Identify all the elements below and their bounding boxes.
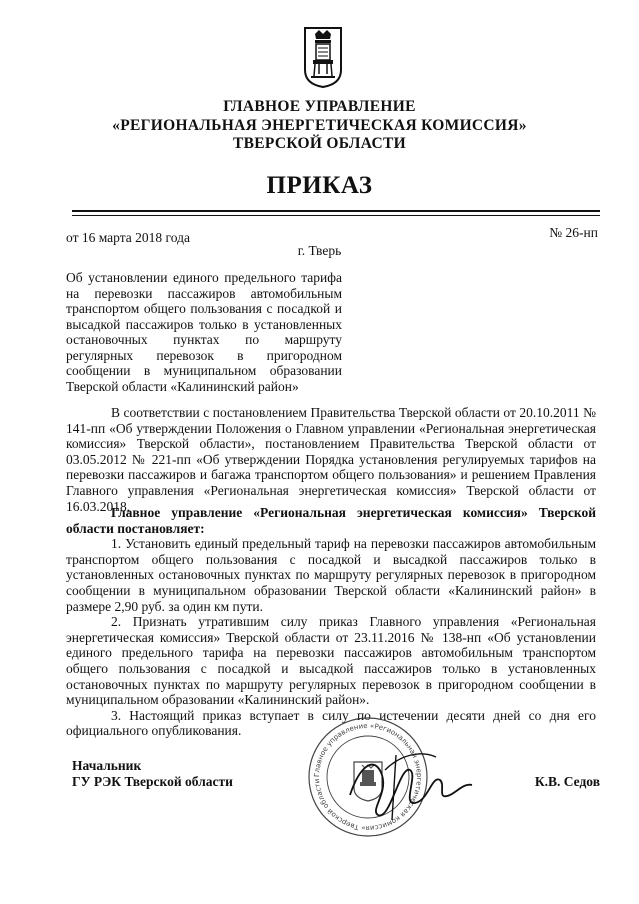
decree-block	[66, 505, 596, 739]
preamble-text: В соответствии с постановлением Правительства Тверской области от 20.10.2011 № 141-пп «Об утверждении Положения о Главном управлении «Региональная энергетическая комиссия» Тверской области», постановлением Правительства Тверской области от 03.05.2012 № 221-пп «Об утверждении Порядка установления регулируемых тарифов на перевозки пассажиров и багажа транспортом общего пользования» и решением Правления Главного управления «Региональная энергетическая комиссия» Тверской области от 16.03.2018,	[66, 405, 596, 514]
header-rule	[72, 210, 600, 212]
header-line-2: «РЕГИОНАЛЬНАЯ ЭНЕРГЕТИЧЕСКАЯ КОМИССИЯ»	[112, 117, 527, 134]
signatory-name: К.В. Седов	[534, 774, 600, 789]
document-type: ПРИКАЗ	[266, 172, 373, 199]
document-subject	[66, 270, 342, 394]
coat-of-arms-icon	[303, 26, 343, 88]
decree-item-1: 1. Установить единый предельный тариф на перевозки пассажиров автомобильным транспортом общего пользования с посадкой и высадкой пассажиров только в установленных остановочных пунктах по маршруту регулярных перевозок в пригородном сообщении в муниципальном образовании Тверской области «Калининский район» в размере 2,90 руб. за один км пути.	[66, 536, 596, 614]
header-line-1: ГЛАВНОЕ УПРАВЛЕНИЕ	[223, 98, 416, 115]
header-line-3: ТВЕРСКОЙ ОБЛАСТИ	[233, 135, 406, 152]
seal-text: Главное управление «Региональная энергетическая комиссия» Тверской области	[312, 721, 424, 833]
document-number: № 26-нп	[549, 225, 598, 240]
decree-item-2: 2. Признать утратившим силу приказ Главного управления «Региональная энергетическая комиссия» Тверской области от 23.11.2016 № 138-нп «Об установлении единого предельного тарифа на перевозки пассажиров автомобильным транспортом общего пользования с посадкой и высадкой пассажиров только в установленных остановочных пунктах по маршруту регулярных перевозок в пригородном сообщении в муниципальном образовании «Калининский район».	[66, 614, 596, 708]
decree-item-3: 3. Настоящий приказ вступает в силу по истечении десяти дней со дня его официального опубликования.	[66, 707, 596, 739]
signatory-position-line-1: Начальник	[72, 758, 142, 773]
decree-head: Главное управление «Региональная энергетическая комиссия» Тверской области постановляет:	[66, 505, 596, 536]
preamble	[66, 405, 596, 514]
document-city: г. Тверь	[297, 243, 342, 258]
document-date: от 16 марта 2018 года	[66, 230, 190, 245]
header-rule-thin	[72, 215, 600, 216]
handwritten-signature-icon	[340, 735, 480, 825]
signatory-position-line-2: ГУ РЭК Тверской области	[72, 774, 233, 789]
subject-text: Об установлении единого предельного тарифа на перевозки пассажиров автомобильным транспортом общего пользования с посадкой и высадкой пассажиров только в установленных остановочных пунктах по маршруту регулярных перевозок в пригородном сообщении в муниципальном образовании Тверской области «Калининский район»	[66, 270, 342, 394]
